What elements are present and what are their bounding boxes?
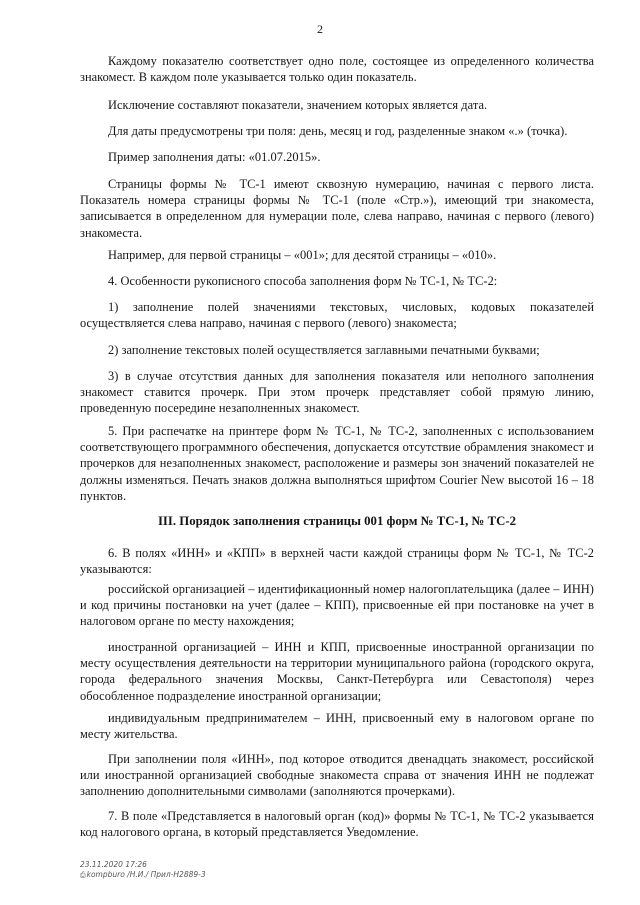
paragraph-4: Пример заполнения даты: «01.07.2015».: [108, 150, 321, 164]
section-heading: III. Порядок заполнения страницы 001 форм № ТС-1, № ТС-2: [157, 514, 517, 528]
paragraph-16: При заполнении поля «ИНН», под которое отводится двенадцать знакомест, российской или иностранной организацией свободные знакоместа справа от значения ИНН не подлежат заполнению дополнительными символами (заполняются прочерками).: [80, 752, 594, 799]
printer-icon: ⎙: [80, 871, 86, 879]
paragraph-3: Для даты предусмотрены три поля: день, месяц и год, разделенные знаком «.» (точка).: [108, 124, 568, 138]
paragraph-2: Исключение составляют показатели, значением которых является дата.: [108, 98, 488, 112]
paragraph-9: 2) заполнение текстовых полей осуществляется заглавными печатными буквами;: [108, 343, 540, 357]
paragraph-15: индивидуальным предпринимателем – ИНН, присвоенный ему в налоговом органе по месту жительства.: [80, 711, 594, 742]
footer-timestamp: 23.11.2020 17:26: [80, 860, 147, 869]
paragraph-6: Например, для первой страницы – «001»; для десятой страницы – «010».: [108, 248, 497, 262]
paragraph-1: Каждому показателю соответствует одно поле, состоящее из определенного количества знакомест. В каждом поле указывается только один показатель.: [80, 54, 594, 85]
paragraph-12: 6. В полях «ИНН» и «КПП» в верхней части каждой страницы форм № ТС-1, № ТС-2 указываются:: [80, 546, 594, 577]
paragraph-17: 7. В поле «Представляется в налоговый орган (код)» формы № ТС-1, № ТС-2 указывается код налогового органа, в который представляется Уведомление.: [80, 809, 594, 840]
page-number: 2: [317, 22, 323, 36]
paragraph-10: 3) в случае отсутствия данных для заполнения показателя или неполного заполнения знакомест ставится прочерк. При этом прочерк представляет собой прямую линию, проведенную посередине незаполненных знакомест.: [80, 369, 594, 416]
footer-source: [80, 870, 206, 880]
paragraph-11: 5. При распечатке на принтере форм № ТС-1, № ТС-2, заполненных с использованием соответствующего программного обеспечения, допускается отсутствие обрамления знакомест и прочерков для незаполненных знакомест, расположение и размеры зон значений показателей не должны изменяться. Печать знаков должна выполняться шрифтом Courier New высотой 16 – 18 пунктов.: [80, 424, 594, 503]
paragraph-13: российской организацией – идентификационный номер налогоплательщика (далее – ИНН) и код причины постановки на учет (далее – КПП), присвоенные ей при постановке на учет в налоговом органе по месту нахождения;: [80, 582, 594, 629]
footer-source-text: kompburo /Н.И./ Прил-Н2889-3: [86, 870, 206, 879]
paragraph-5: Страницы формы № ТС-1 имеют сквозную нумерацию, начиная с первого листа. Показатель номера страницы формы № ТС-1 (поле «Стр.»), имеющий три знакоместа, записывается в определенном для нумерации поле, слева направо, начиная с первого (левого) знакоместа.: [80, 177, 594, 240]
paragraph-8: 1) заполнение полей значениями текстовых, числовых, кодовых показателей осуществляется слева направо, начиная с первого (левого) знакоместа;: [80, 300, 594, 331]
paragraph-14: иностранной организацией – ИНН и КПП, присвоенные иностранной организации по месту осуществления деятельности на территории муниципального района (городского округа, города федерального значения Москвы, Санкт-Петербурга или Севастополя) через обособленное подразделение иностранной организации;: [80, 640, 594, 703]
paragraph-7: 4. Особенности рукописного способа заполнения форм № ТС-1, № ТС-2:: [108, 274, 498, 288]
